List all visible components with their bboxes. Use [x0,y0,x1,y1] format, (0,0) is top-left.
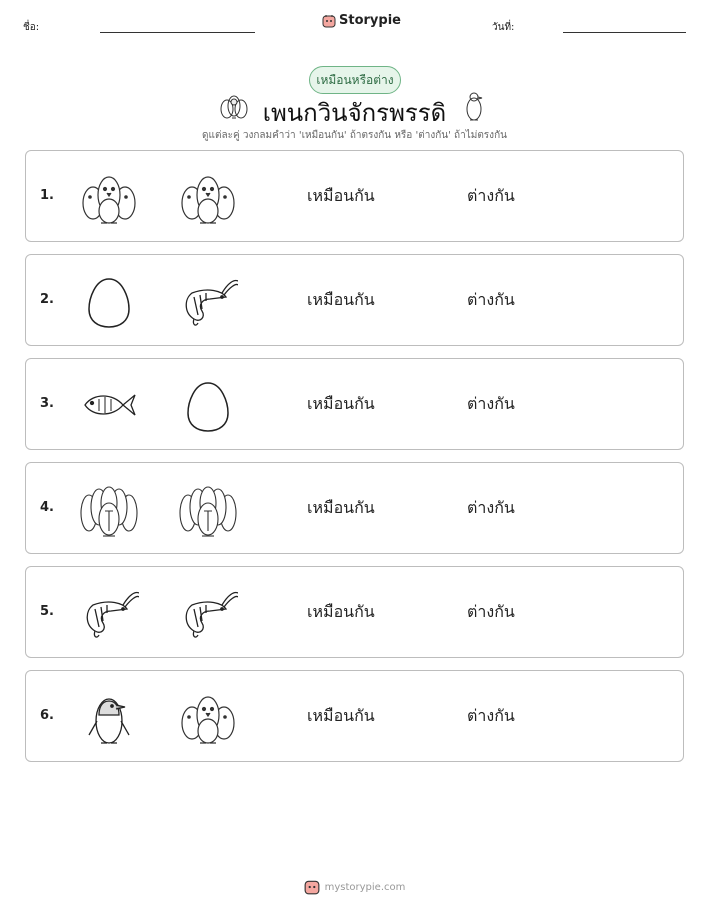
penguin-group-icon [79,167,139,227]
footer [0,879,709,895]
question-number: 6. [40,708,54,723]
storypie-logo-icon [304,879,320,895]
question-number: 2. [40,292,54,307]
activity-badge: เหมือนหรือต่าง [309,66,401,94]
question-number: 4. [40,500,54,515]
option-same[interactable]: เหมือนกัน [307,394,375,413]
option-different[interactable]: ต่างกัน [467,290,515,309]
question-number: 3. [40,396,54,411]
question-number: 1. [40,188,54,203]
question-number: 5. [40,604,54,619]
option-different[interactable]: ต่างกัน [467,394,515,413]
brand-logo [322,13,401,28]
question-row-6 [25,670,684,762]
option-different[interactable]: ต่างกัน [467,602,515,621]
footer-url[interactable]: mystorypie.com [324,881,406,893]
name-line[interactable] [100,32,255,33]
question-row-2 [25,254,684,346]
shrimp-icon [178,583,238,643]
option-same[interactable]: เหมือนกัน [307,706,375,725]
egg-icon [178,375,238,435]
question-row-5 [25,566,684,658]
shrimp-icon [178,271,238,331]
storypie-logo-icon [322,14,336,28]
date-label: วันที่: [492,22,515,33]
question-row-1 [25,150,684,242]
penguin-group-icon [178,687,238,747]
penguin-colony-icon [178,479,238,539]
penguin-icon [462,90,486,122]
date-line[interactable] [563,32,686,33]
option-different[interactable]: ต่างกัน [467,706,515,725]
penguin-icon [79,687,139,747]
option-same[interactable]: เหมือนกัน [307,186,375,205]
question-row-3 [25,358,684,450]
name-label: ชื่อ: [23,22,40,33]
fish-icon [79,375,139,435]
option-same[interactable]: เหมือนกัน [307,498,375,517]
instructions: ดูแต่ละคู่ วงกลมคำว่า 'เหมือนกัน' ถ้าตรงกัน หรือ 'ต่างกัน' ถ้าไม่ตรงกัน [202,130,507,141]
question-row-4 [25,462,684,554]
page-title: เพนกวินจักรพรรดิ [262,99,447,127]
penguin-colony-icon [79,479,139,539]
brand-name: Storypie [339,13,401,28]
egg-icon [79,271,139,331]
option-same[interactable]: เหมือนกัน [307,290,375,309]
option-different[interactable]: ต่างกัน [467,186,515,205]
option-same[interactable]: เหมือนกัน [307,602,375,621]
shrimp-icon [79,583,139,643]
penguin-group-icon [178,167,238,227]
option-different[interactable]: ต่างกัน [467,498,515,517]
